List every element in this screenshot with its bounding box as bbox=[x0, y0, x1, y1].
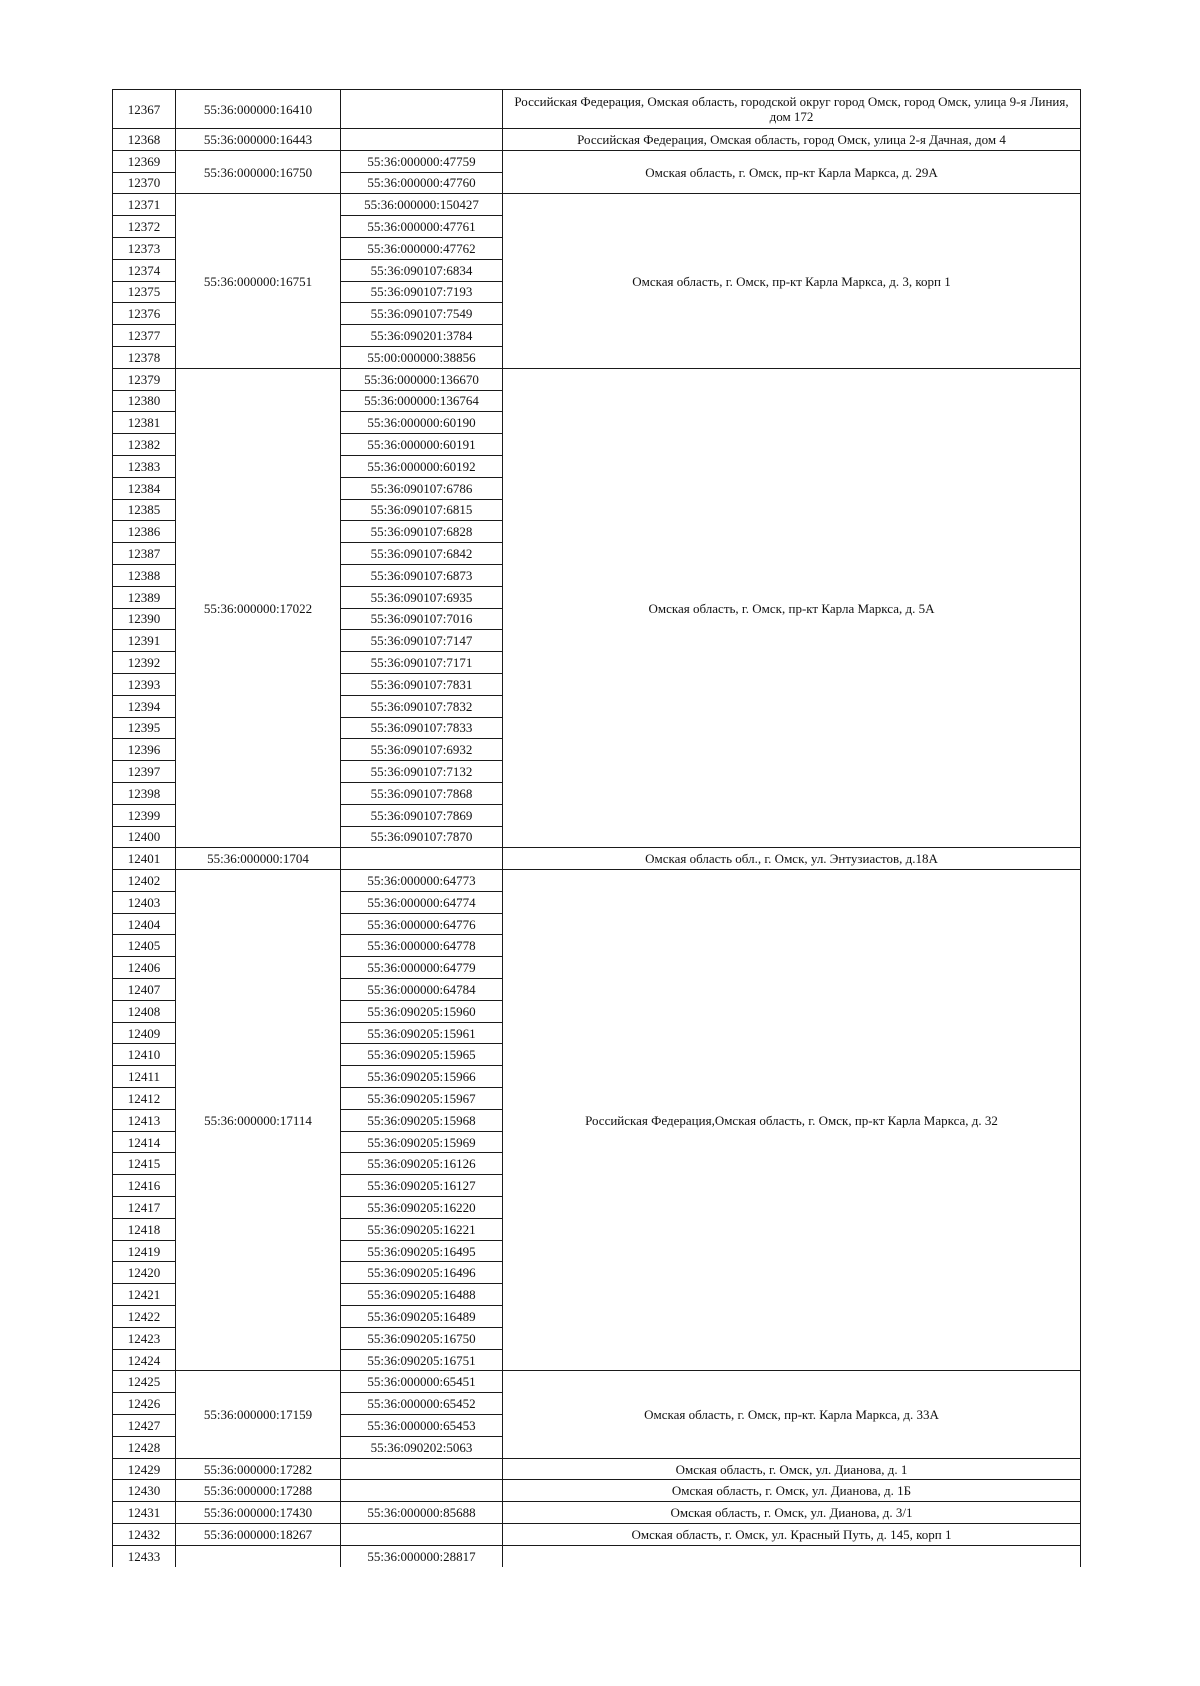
address-cell: Омская область, г. Омск, пр-кт Карла Маркса, д. 29А bbox=[503, 150, 1081, 194]
sub-object-cell: 55:36:000000:60190 bbox=[341, 412, 503, 434]
row-number-cell: 12385 bbox=[113, 499, 176, 521]
row-number-cell: 12410 bbox=[113, 1044, 176, 1066]
address-cell: Российская Федерация, Омская область, городской округ город Омск, город Омск, улица 9-я Линия, дом 172 bbox=[503, 90, 1081, 129]
row-number-cell: 12425 bbox=[113, 1371, 176, 1393]
row-number-cell: 12375 bbox=[113, 281, 176, 303]
row-number-cell: 12409 bbox=[113, 1022, 176, 1044]
cadastral-number-cell: 55:36:000000:17159 bbox=[176, 1371, 341, 1458]
row-number-cell: 12421 bbox=[113, 1284, 176, 1306]
sub-object-cell: 55:36:000000:85688 bbox=[341, 1502, 503, 1524]
sub-object-cell: 55:36:090107:7831 bbox=[341, 673, 503, 695]
sub-object-cell: 55:36:000000:47760 bbox=[341, 172, 503, 194]
table-body bbox=[113, 90, 1081, 1567]
table-row bbox=[113, 1524, 1081, 1546]
sub-object-cell: 55:36:090107:6932 bbox=[341, 739, 503, 761]
row-number-cell: 12428 bbox=[113, 1436, 176, 1458]
address-cell bbox=[503, 1545, 1081, 1566]
sub-object-cell: 55:36:090205:16221 bbox=[341, 1218, 503, 1240]
cadastral-number-cell: 55:36:000000:17282 bbox=[176, 1458, 341, 1480]
sub-object-cell: 55:36:090107:7833 bbox=[341, 717, 503, 739]
row-number-cell: 12418 bbox=[113, 1218, 176, 1240]
cadastral-number-cell: 55:36:000000:17288 bbox=[176, 1480, 341, 1502]
sub-object-cell: 55:36:090107:6815 bbox=[341, 499, 503, 521]
row-number-cell: 12424 bbox=[113, 1349, 176, 1371]
row-number-cell: 12388 bbox=[113, 564, 176, 586]
row-number-cell: 12429 bbox=[113, 1458, 176, 1480]
sub-object-cell: 55:36:090107:6828 bbox=[341, 521, 503, 543]
table-row bbox=[113, 194, 1081, 216]
sub-object-cell: 55:36:090107:6786 bbox=[341, 477, 503, 499]
sub-object-cell bbox=[341, 848, 503, 870]
sub-object-cell: 55:36:000000:60192 bbox=[341, 455, 503, 477]
row-number-cell: 12403 bbox=[113, 891, 176, 913]
sub-object-cell: 55:36:090107:6834 bbox=[341, 259, 503, 281]
sub-object-cell: 55:36:090107:7549 bbox=[341, 303, 503, 325]
table-row bbox=[113, 368, 1081, 390]
row-number-cell: 12401 bbox=[113, 848, 176, 870]
row-number-cell: 12432 bbox=[113, 1524, 176, 1546]
row-number-cell: 12372 bbox=[113, 216, 176, 238]
sub-object-cell: 55:36:090107:7193 bbox=[341, 281, 503, 303]
row-number-cell: 12382 bbox=[113, 434, 176, 456]
row-number-cell: 12384 bbox=[113, 477, 176, 499]
table-row bbox=[113, 870, 1081, 892]
cadastral-number-cell bbox=[176, 1545, 341, 1566]
sub-object-cell bbox=[341, 1524, 503, 1546]
sub-object-cell: 55:36:090205:16488 bbox=[341, 1284, 503, 1306]
cadastral-table bbox=[112, 89, 1081, 1567]
sub-object-cell: 55:36:090107:7171 bbox=[341, 652, 503, 674]
row-number-cell: 12412 bbox=[113, 1088, 176, 1110]
sub-object-cell: 55:36:090107:7147 bbox=[341, 630, 503, 652]
row-number-cell: 12397 bbox=[113, 761, 176, 783]
row-number-cell: 12433 bbox=[113, 1545, 176, 1566]
sub-object-cell: 55:36:090205:16496 bbox=[341, 1262, 503, 1284]
row-number-cell: 12398 bbox=[113, 782, 176, 804]
address-cell: Омская область, г. Омск, ул. Дианова, д. 1 bbox=[503, 1458, 1081, 1480]
sub-object-cell: 55:36:090107:7869 bbox=[341, 804, 503, 826]
row-number-cell: 12416 bbox=[113, 1175, 176, 1197]
sub-object-cell: 55:36:000000:65452 bbox=[341, 1393, 503, 1415]
sub-object-cell: 55:36:090205:15968 bbox=[341, 1109, 503, 1131]
row-number-cell: 12406 bbox=[113, 957, 176, 979]
row-number-cell: 12404 bbox=[113, 913, 176, 935]
row-number-cell: 12381 bbox=[113, 412, 176, 434]
address-cell: Российская Федерация,Омская область, г. Омск, пр-кт Карла Маркса, д. 32 bbox=[503, 870, 1081, 1371]
table-row bbox=[113, 1480, 1081, 1502]
sub-object-cell: 55:36:000000:64774 bbox=[341, 891, 503, 913]
row-number-cell: 12380 bbox=[113, 390, 176, 412]
cadastral-number-cell: 55:36:000000:16751 bbox=[176, 194, 341, 368]
row-number-cell: 12392 bbox=[113, 652, 176, 674]
table-row bbox=[113, 1545, 1081, 1566]
cadastral-number-cell: 55:36:000000:16410 bbox=[176, 90, 341, 129]
sub-object-cell: 55:36:000000:65453 bbox=[341, 1415, 503, 1437]
row-number-cell: 12387 bbox=[113, 543, 176, 565]
row-number-cell: 12378 bbox=[113, 346, 176, 368]
table-row bbox=[113, 1458, 1081, 1480]
table-row bbox=[113, 129, 1081, 151]
row-number-cell: 12377 bbox=[113, 325, 176, 347]
cadastral-number-cell: 55:36:000000:16750 bbox=[176, 150, 341, 194]
sub-object-cell: 55:36:000000:28817 bbox=[341, 1545, 503, 1566]
sub-object-cell bbox=[341, 1480, 503, 1502]
row-number-cell: 12405 bbox=[113, 935, 176, 957]
row-number-cell: 12414 bbox=[113, 1131, 176, 1153]
sub-object-cell: 55:36:090107:6935 bbox=[341, 586, 503, 608]
row-number-cell: 12367 bbox=[113, 90, 176, 129]
row-number-cell: 12413 bbox=[113, 1109, 176, 1131]
table-row bbox=[113, 848, 1081, 870]
sub-object-cell: 55:36:000000:64773 bbox=[341, 870, 503, 892]
sub-object-cell: 55:36:090205:16489 bbox=[341, 1306, 503, 1328]
sub-object-cell: 55:36:000000:64779 bbox=[341, 957, 503, 979]
row-number-cell: 12374 bbox=[113, 259, 176, 281]
sub-object-cell bbox=[341, 90, 503, 129]
sub-object-cell: 55:36:000000:136764 bbox=[341, 390, 503, 412]
row-number-cell: 12408 bbox=[113, 1000, 176, 1022]
sub-object-cell: 55:36:000000:64784 bbox=[341, 979, 503, 1001]
cadastral-number-cell: 55:36:000000:18267 bbox=[176, 1524, 341, 1546]
sub-object-cell: 55:00:000000:38856 bbox=[341, 346, 503, 368]
sub-object-cell: 55:36:090205:15967 bbox=[341, 1088, 503, 1110]
row-number-cell: 12383 bbox=[113, 455, 176, 477]
row-number-cell: 12391 bbox=[113, 630, 176, 652]
sub-object-cell: 55:36:090107:7868 bbox=[341, 782, 503, 804]
sub-object-cell: 55:36:090201:3784 bbox=[341, 325, 503, 347]
sub-object-cell bbox=[341, 1458, 503, 1480]
row-number-cell: 12400 bbox=[113, 826, 176, 848]
row-number-cell: 12376 bbox=[113, 303, 176, 325]
sub-object-cell: 55:36:000000:47759 bbox=[341, 150, 503, 172]
cadastral-number-cell: 55:36:000000:17114 bbox=[176, 870, 341, 1371]
address-cell: Омская область обл., г. Омск, ул. Энтузиастов, д.18А bbox=[503, 848, 1081, 870]
address-cell: Омская область, г. Омск, пр-кт Карла Маркса, д. 3, корп 1 bbox=[503, 194, 1081, 368]
row-number-cell: 12426 bbox=[113, 1393, 176, 1415]
row-number-cell: 12423 bbox=[113, 1327, 176, 1349]
sub-object-cell: 55:36:090205:16126 bbox=[341, 1153, 503, 1175]
row-number-cell: 12369 bbox=[113, 150, 176, 172]
row-number-cell: 12386 bbox=[113, 521, 176, 543]
cadastral-number-cell: 55:36:000000:1704 bbox=[176, 848, 341, 870]
row-number-cell: 12389 bbox=[113, 586, 176, 608]
sub-object-cell: 55:36:090205:15966 bbox=[341, 1066, 503, 1088]
row-number-cell: 12394 bbox=[113, 695, 176, 717]
sub-object-cell: 55:36:090107:7870 bbox=[341, 826, 503, 848]
sub-object-cell: 55:36:000000:64778 bbox=[341, 935, 503, 957]
row-number-cell: 12370 bbox=[113, 172, 176, 194]
row-number-cell: 12368 bbox=[113, 129, 176, 151]
sub-object-cell: 55:36:090107:7832 bbox=[341, 695, 503, 717]
sub-object-cell: 55:36:090107:7132 bbox=[341, 761, 503, 783]
sub-object-cell: 55:36:090205:16127 bbox=[341, 1175, 503, 1197]
cadastral-number-cell: 55:36:000000:17430 bbox=[176, 1502, 341, 1524]
sub-object-cell: 55:36:090107:6842 bbox=[341, 543, 503, 565]
row-number-cell: 12395 bbox=[113, 717, 176, 739]
table-row bbox=[113, 1371, 1081, 1393]
row-number-cell: 12430 bbox=[113, 1480, 176, 1502]
row-number-cell: 12431 bbox=[113, 1502, 176, 1524]
sub-object-cell: 55:36:000000:136670 bbox=[341, 368, 503, 390]
row-number-cell: 12407 bbox=[113, 979, 176, 1001]
sub-object-cell: 55:36:090202:5063 bbox=[341, 1436, 503, 1458]
sub-object-cell: 55:36:000000:60191 bbox=[341, 434, 503, 456]
sub-object-cell: 55:36:000000:150427 bbox=[341, 194, 503, 216]
cadastral-number-cell: 55:36:000000:17022 bbox=[176, 368, 341, 848]
sub-object-cell: 55:36:000000:47762 bbox=[341, 237, 503, 259]
sub-object-cell bbox=[341, 129, 503, 151]
sub-object-cell: 55:36:000000:64776 bbox=[341, 913, 503, 935]
sub-object-cell: 55:36:090205:15969 bbox=[341, 1131, 503, 1153]
sub-object-cell: 55:36:090205:15960 bbox=[341, 1000, 503, 1022]
cadastral-number-cell: 55:36:000000:16443 bbox=[176, 129, 341, 151]
sub-object-cell: 55:36:090205:16750 bbox=[341, 1327, 503, 1349]
row-number-cell: 12422 bbox=[113, 1306, 176, 1328]
row-number-cell: 12399 bbox=[113, 804, 176, 826]
row-number-cell: 12417 bbox=[113, 1197, 176, 1219]
table-row bbox=[113, 150, 1081, 172]
sub-object-cell: 55:36:090107:7016 bbox=[341, 608, 503, 630]
address-cell: Омская область, г. Омск, ул. Красный Путь, д. 145, корп 1 bbox=[503, 1524, 1081, 1546]
sub-object-cell: 55:36:090205:15961 bbox=[341, 1022, 503, 1044]
row-number-cell: 12396 bbox=[113, 739, 176, 761]
row-number-cell: 12393 bbox=[113, 673, 176, 695]
sub-object-cell: 55:36:090205:16495 bbox=[341, 1240, 503, 1262]
row-number-cell: 12379 bbox=[113, 368, 176, 390]
row-number-cell: 12427 bbox=[113, 1415, 176, 1437]
address-cell: Омская область, г. Омск, ул. Дианова, д. 1Б bbox=[503, 1480, 1081, 1502]
address-cell: Российская Федерация, Омская область, город Омск, улица 2-я Дачная, дом 4 bbox=[503, 129, 1081, 151]
sub-object-cell: 55:36:090107:6873 bbox=[341, 564, 503, 586]
row-number-cell: 12371 bbox=[113, 194, 176, 216]
row-number-cell: 12373 bbox=[113, 237, 176, 259]
address-cell: Омская область, г. Омск, ул. Дианова, д. 3/1 bbox=[503, 1502, 1081, 1524]
sub-object-cell: 55:36:090205:15965 bbox=[341, 1044, 503, 1066]
row-number-cell: 12390 bbox=[113, 608, 176, 630]
sub-object-cell: 55:36:000000:65451 bbox=[341, 1371, 503, 1393]
table-row bbox=[113, 90, 1081, 129]
sub-object-cell: 55:36:090205:16220 bbox=[341, 1197, 503, 1219]
table-row bbox=[113, 1502, 1081, 1524]
address-cell: Омская область, г. Омск, пр-кт Карла Маркса, д. 5А bbox=[503, 368, 1081, 848]
address-cell: Омская область, г. Омск, пр-кт. Карла Маркса, д. 33А bbox=[503, 1371, 1081, 1458]
row-number-cell: 12419 bbox=[113, 1240, 176, 1262]
sub-object-cell: 55:36:000000:47761 bbox=[341, 216, 503, 238]
sub-object-cell: 55:36:090205:16751 bbox=[341, 1349, 503, 1371]
row-number-cell: 12420 bbox=[113, 1262, 176, 1284]
row-number-cell: 12411 bbox=[113, 1066, 176, 1088]
row-number-cell: 12415 bbox=[113, 1153, 176, 1175]
row-number-cell: 12402 bbox=[113, 870, 176, 892]
